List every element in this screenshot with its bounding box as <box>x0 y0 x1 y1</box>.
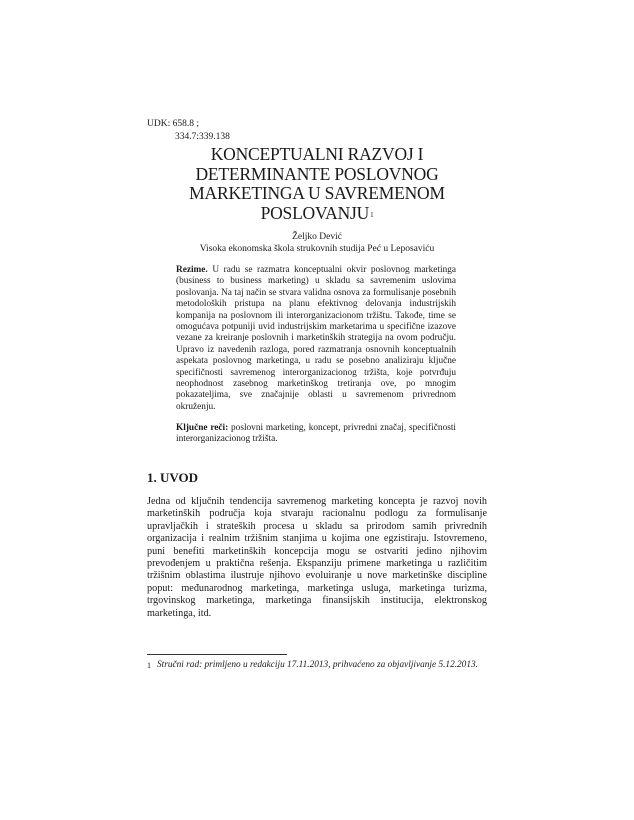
footnote-divider <box>147 654 287 655</box>
author-name: Željko Dević <box>292 232 342 242</box>
paper-title <box>147 145 487 223</box>
abstract-text: U radu se razmatra konceptualni okvir poslovnog marketinga (business to business marketing) u skladu sa savremenim uslovima poslovanja. Na taj način se stvara validna osnova za formulisanje posebnih metodoloških pristupa na planu efektivnog delovanja industrijskih kompanija na poslovnom ili interorganizacionom tržištu. Takođe, time se omogućava potpuniji uvid industrijskim marketarima u specifične izazove vezane za kreiranje poslovnih i marketinških strategija na ovom području. Upravo iz navedenih razloga, pored razmatranja osnovnih konceptualnih aspekata poslovnog marketinga, u radu se posebno analiziraju ključne specifičnosti savremenog interorganizacionog tržišta, koje potvrđuju neophodnost zasebnog marketinškog tretiranja ove, po mnogim pokazateljima, sve značajnije oblasti u savremenom privrednom okruženju. <box>176 265 456 412</box>
abstract-label: Rezime. <box>176 265 208 275</box>
udk-classification <box>147 118 230 144</box>
keywords-text: poslovni marketing, koncept, privredni značaj, specifičnosti interorganizacionog tržišta. <box>176 423 457 445</box>
section-heading: 1. UVOD <box>147 470 199 485</box>
udk-line-1: UDK: 658.8 ; <box>147 119 199 129</box>
paper-title-text: KONCEPTUALNI RAZVOJ I DETERMINANTE POSLOVNOG MARKETINGA U SAVREMENOM POSLOVANJU <box>189 144 445 223</box>
footnote <box>147 660 487 671</box>
footnote-number: 1 <box>147 661 151 670</box>
section-paragraph: Jedna od ključnih tendencija savremenog marketing koncepta je razvoj novih marketinških područja koja stvaraju racionalnu podlogu za formulisanje upravljačkih i strateških procesa u skladu sa prirodom samih privrednih organizacija i realnim tržišnim stanjima u kojima one egzistiraju. Istovremeno, puni benefiti marketinških koncepcija mogu se ostvariti jedino njihovim prevođenjem u praktična rešenja. Ekspanziju primene marketinga u različitim tržišnim oblastima ilustruje njihovo evoluiranje u nove marketinške discipline poput: međunarodnog marketinga, marketinga usluga, marketinga turizma, trgovinskog marketinga, marketinga finansijskih institucija, elektronskog marketinga, itd. <box>147 496 487 619</box>
author-affiliation: Visoka ekonomska škola strukovnih studija Peć u Leposaviću <box>199 244 435 254</box>
abstract <box>176 265 456 413</box>
udk-line-2: 334.7:339.138 <box>175 132 230 142</box>
keywords <box>176 423 456 446</box>
title-footnote-mark[interactable]: 1 <box>370 210 374 219</box>
footnote-text: Stručni rad: primljeno u redakciju 17.11.2013, prihvaćeno za objavljivanje 5.12.2013. <box>157 660 478 670</box>
keywords-label: Ključne reči: <box>176 423 229 433</box>
